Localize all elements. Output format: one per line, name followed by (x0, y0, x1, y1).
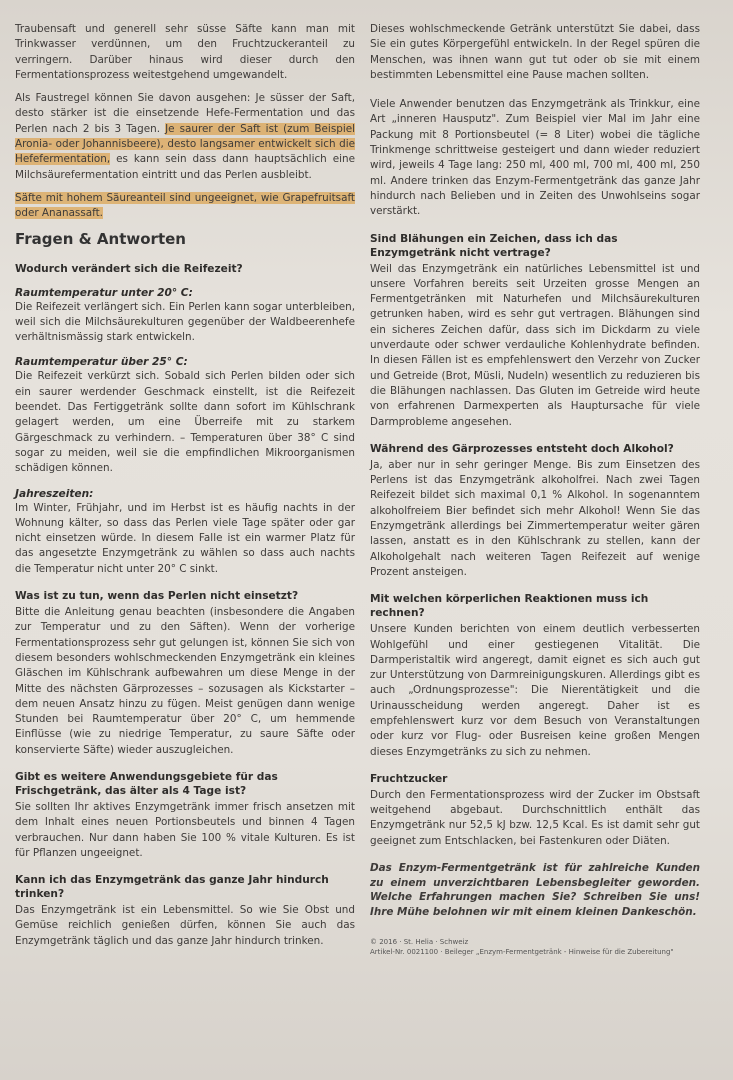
highlighted-text: Je saurer der Saft ist (zum Beispiel Aronia- oder Johannisbeere), desto langsamer entwickelt sich die Hefefermentation, (15, 122, 355, 166)
answer-paragraph: Bitte die Anleitung genau beachten (insbesondere die Angaben zur Temperatur und zu den Säften). Wenn der vorherige Fermentationsprozess sehr gut gelungen ist, können Sie sich von diesem besonders wohlschmeckenden Enzymgetränk ein kleines Gläschen im Kühlschrank aufbewahren um diese Menge in der Mitte des nächsten Gärprozesses – sozusagen als Kickstarter – dem neuen Ansatz hinzu zu fügen. Meist genügen dann wenige Stunden bei Raumtemperatur über 20° C, um hemmende Einflüsse (wie zu niedrige Temperatur, zu saure Säfte oder konservierte Säfte) wieder auszugleichen. (15, 606, 355, 756)
rule-text: Als Faustregel können Sie davon ausgehen: Je süsser der Saft, desto stärker ist die einsetzende Hefe-Fermentation und das Perlen nach 2 bis 3 Tagen. (15, 92, 355, 135)
subheading: Raumtemperatur unter 20° C: (15, 286, 193, 299)
question-heading: Sind Blähungen ein Zeichen, dass ich das Enzymgetränk nicht vertrage? (370, 232, 618, 259)
question-heading: Was ist zu tun, wenn das Perlen nicht einsetzt? (15, 590, 299, 603)
body-paragraph: Viele Anwender benutzen das Enzymgetränk als Trinkkur, eine Art „inneren Hausputz". Zum Beispiel vier Mal im Jahr eine Packung mit 8 Portionsbeutel (= 8 Liter) wobei die tägliche Trinkmenge schrittweise gesteigert und dann wieder reduziert wird, jeweils 4 Tage lang: 250 ml, 400 ml, 700 ml, 400 ml, 250 ml. Andere trinken das Enzym-Fermentgetränk das ganze Jahr hindurch nach Belieben und in Zeiten des Unwohlseins sogar verstärkt. (370, 98, 700, 218)
copyright-text: © 2016 · St. Helia · Schweiz (370, 938, 469, 947)
answer-paragraph: Sie sollten Ihr aktives Enzymgetränk immer frisch ansetzen mit dem Inhalt eines neuen Portionsbeutels und binnen 4 Tagen verbrauchen. Nur dann haben Sie 100 % vitale Kulturen. Es ist für Pflanzen ungeeignet. (15, 800, 355, 859)
footer (370, 937, 700, 957)
section-heading: Fragen & Antworten (15, 229, 186, 248)
highlighted-warning: Säfte mit hohem Säureanteil sind ungeeignet, wie Grapefruitsaft oder Ananassaft. (15, 191, 355, 220)
article-number-text: Artikel-Nr. 0021100 · Beileger „Enzym-Fermentgetränk - Hinweise für die Zubereitung" (370, 948, 674, 957)
question-heading: Während des Gärprozesses entsteht doch Alkohol? (370, 442, 674, 455)
question-heading: Gibt es weitere Anwendungsgebiete für das Frischgetränk, das älter als 4 Tage ist? (15, 770, 278, 797)
right-column (370, 22, 700, 957)
subheading: Jahreszeiten: (15, 487, 94, 500)
left-column (15, 22, 355, 957)
question-heading: Mit welchen körperlichen Reaktionen muss ich rechnen? (370, 593, 649, 620)
answer-paragraph: Das Enzymgetränk ist ein Lebensmittel. So wie Sie Obst und Gemüse reichlich genießen dürfen, können Sie auch das Enzymgetränk täglich und das ganze Jahr hindurch trinken. (15, 904, 355, 947)
answer-paragraph: Im Winter, Frühjahr, und im Herbst ist es häufig nachts in der Wohnung kälter, so dass das Perlen viele Tage später oder gar nicht einsetzen würde. In diesem Falle ist ein warmer Platz für das angesetzte Enzymgetränk zu wählen so dass auch nachts die Temperatur nicht unter 20° C sinkt. (15, 501, 355, 575)
question-heading: Kann ich das Enzymgetränk das ganze Jahr hindurch trinken? (15, 874, 329, 901)
acid-warning-paragraph (15, 191, 355, 222)
answer-paragraph: Ja, aber nur in sehr geringer Menge. Bis zum Einsetzen des Perlens ist das Enzymgetränk alkoholfrei. Nach zwei Tagen Reifezeit bildet sich maximal 0,1 % Alkohol. In sogenanntem alkoholfreiem Bier befindet sich mehr Alkohol! Wenn Sie das Enzymgetränk allerdings bei Zimmertemperatur weiter gären lassen, anstatt es in den Kühlschrank zu stellen, kann der Alkoholgehalt nach weiteren Tagen Reifezeit auf wenige Prozent ansteigen. (370, 458, 700, 578)
answer-paragraph: Weil das Enzymgetränk ein natürliches Lebensmittel ist und unsere Vorfahren bereits seit Urzeiten grosse Mengen an Fermentgetränken mit Naturhefen und Milchsäurekulturen getrunken haben, wird es sehr gut vertragen. Blähungen sind ein sicheres Zeichen dafür, dass sich im Dickdarm zu viele unverdaute oder schwer verdauliche Kohlenhydrate befinden. In diesen Fällen ist es empfehlenswert den Verzehr von Zucker und Getreide (Brot, Müsli, Nudeln) wesentlich zu reduzieren bis die Blähungen nachlassen. Das Gluten im Getreide wird heute von erfahrenen Darmexperten als Hauptursache für viele Darmprobleme angesehen. (370, 262, 700, 428)
answer-paragraph: Unsere Kunden berichten von einem deutlich verbesserten Wohlgefühl und einer gestiegenen Vitalität. Die Darmperistaltik wird angeregt, damit eignet es sich auch gut zur Unterstützung von Darmreinigungskuren. Allerdings gibt es auch „Ordnungsprozesse": Die Nierentätigkeit und die Urinausscheidung werden angeregt. Daher ist es empfehlenswert kurz vor dem Besuch von Veranstaltungen oder kurz vor Flug- oder Busreisen keine großen Mengen dieses Enzymgetränks zu sich zu nehmen. (370, 623, 700, 758)
rule-text-continued: es kann sein dass dann hauptsächlich eine Milchsäurefermentation eintritt und das Perlen ausbleibt. (15, 153, 355, 181)
answer-paragraph: Die Reifezeit verlängert sich. Ein Perlen kann sogar unterbleiben, weil sich die Milchsäurekulturen gegenüber der Waldbeerenhefe verhältnismässig stark entwickeln. (15, 300, 355, 344)
answer-paragraph: Die Reifezeit verkürzt sich. Sobald sich Perlen bilden oder sich ein saurer werdender Geschmack einstellt, ist die Reifezeit beendet. Das Fertiggetränk sollte dann sofort im Kühlschrank gelagert werden, um eine Überreife mit zu starkem Gärgeschmack zu verhindern. – Temperaturen über 38° C sind sogar zu meiden, weil sie die empfindlichen Mikroorganismen schädigen können. (15, 370, 355, 475)
body-paragraph: Dieses wohlschmeckende Getränk unterstützt Sie dabei, dass Sie ein gutes Körpergefühl entwickeln. In der Regel spüren die Menschen, was ihnen wann gut tut oder ob sie mit einem bestimmten Lebensmittel eine Pause machen sollten. (370, 23, 700, 81)
closing-statement: Das Enzym-Fermentgetränk ist für zahlreiche Kunden zu einem unverzichtbaren Lebensbegleiter geworden. Welche Erfahrungen machen Sie? Schreiben Sie uns! Ihre Mühe belohnen wir mit einem kleinen Dankeschön. (370, 862, 700, 918)
rule-of-thumb-paragraph (15, 91, 355, 183)
answer-paragraph: Durch den Fermentationsprozess wird der Zucker im Obstsaft weitgehend abgebaut. Durchschnittlich enthält das Enzymgetränk nur 52,5 kJ bzw. 12,5 Kcal. Es ist damit sehr gut geeignet zum Entschlacken, bei Fastenkuren oder Diäten. (370, 788, 700, 847)
subheading: Raumtemperatur über 25° C: (15, 356, 188, 369)
intro-paragraph: Traubensaft und generell sehr süsse Säfte kann man mit Trinkwasser verdünnen, um den Fruchtzuckeranteil zu verringern. Darüber hinaus wird dieser durch den Fermentationsprozess weitestgehend umgewandelt. (15, 23, 355, 81)
question-heading: Fruchtzucker (370, 772, 448, 785)
question-heading: Wodurch verändert sich die Reifezeit? (15, 262, 243, 275)
